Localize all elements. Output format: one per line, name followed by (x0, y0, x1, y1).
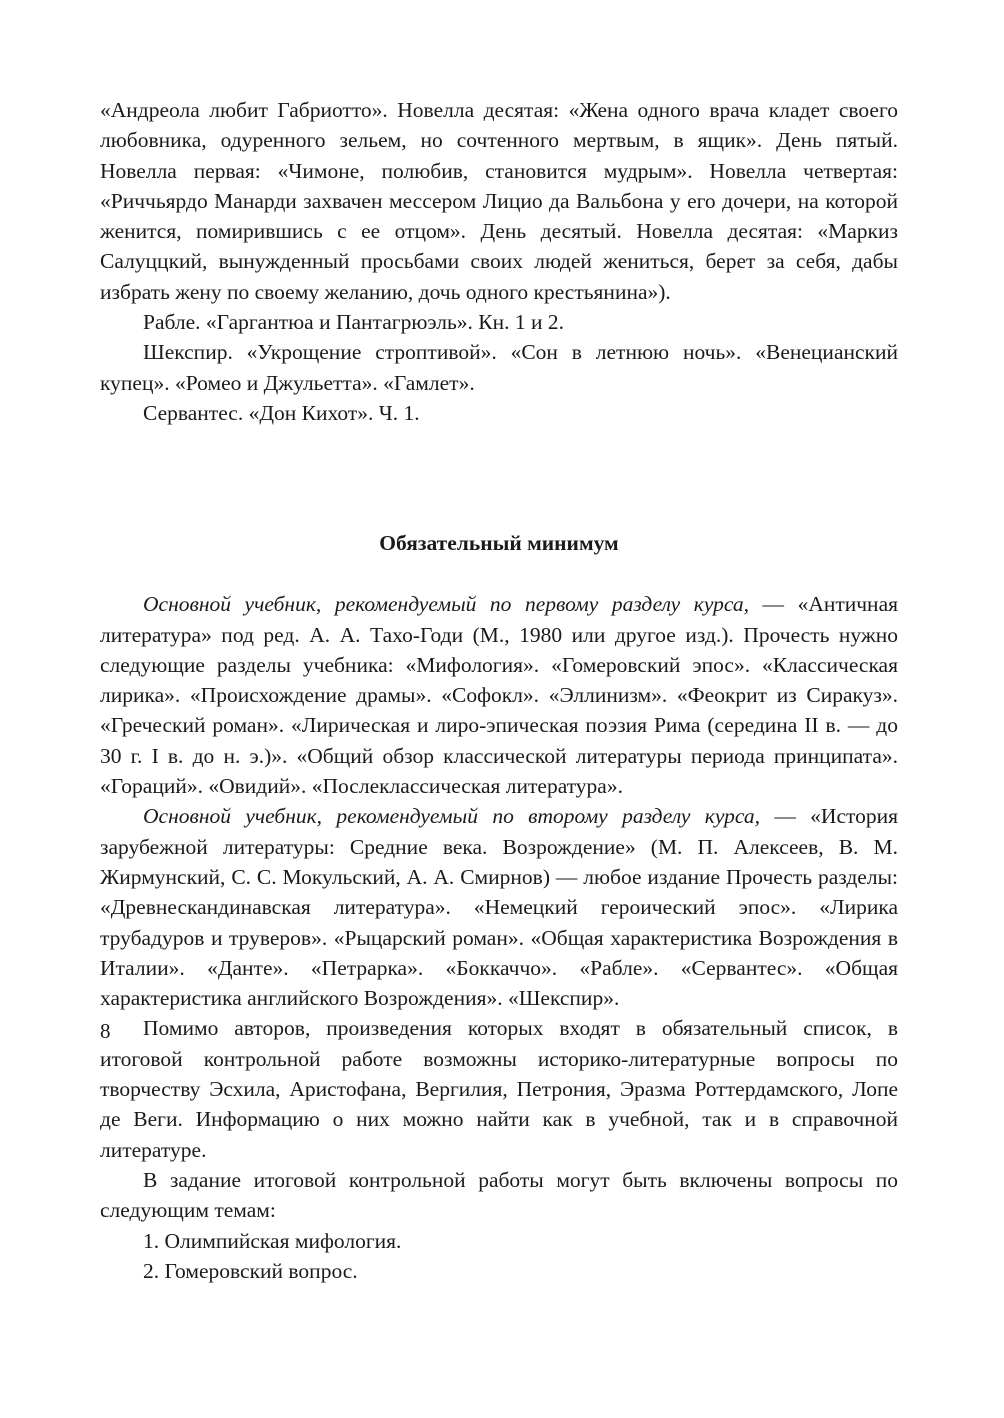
page-body (100, 95, 898, 1286)
paragraph-lead-italic: Основной учебник, рекомендуемый по второму разделу курса, (143, 804, 760, 829)
topic-list-item: 2. Гомеровский вопрос. (143, 1258, 358, 1283)
section-heading: Обязательный минимум (379, 531, 619, 556)
paragraph-shakespeare: Шекспир. «Укрощение строптивой». «Сон в летнюю ночь». «Венецианский купец». «Ромео и Джульетта». «Гамлет». (100, 340, 898, 395)
paragraph-rabelais: Рабле. «Гаргантюа и Пантагрюэль». Кн. 1 и 2. (143, 310, 564, 335)
section-spacer (100, 428, 898, 528)
paragraph-textbook-part-two (100, 801, 898, 1013)
paragraph-lead-italic: Основной учебник, рекомендуемый по первому разделу курса, (143, 592, 749, 617)
topic-list-item: 1. Олимпийская мифология. (143, 1228, 402, 1253)
paragraph-body-text: — «История зарубежной литературы: Средние века. Возрождение» (М. П. Алексеев, В. М. Жирмунский, С. С. Мокульский, А. А. Смирнов) — любое издание Прочесть разделы: «Древнескандинавская литература». «Немецкий героический эпос». «Лирика трубадуров и труверов». «Рыцарский роман». «Общая характеристика Возрождения в Италии». «Данте». «Петрарка». «Боккаччо». «Рабле». «Сервантес». «Общая характеристика английского Возрождения». «Шекспир». (100, 804, 899, 1011)
page-number: 8 (100, 1019, 111, 1043)
paragraph-textbook-part-one (100, 589, 898, 801)
paragraph-boccaccio-continuation: «Андреола любит Габриотто». Новелла десятая: «Жена одного врача кладет своего любовника, одуренного зельем, но сочтенного мертвым, в ящик». День пятый. Новелла первая: «Чимоне, полюбив, становится мудрым». Новелла четвертая: «Риччьярдо Манарди захвачен мессером Лицио да Вальбона у его дочери, на которой женится, помирившись с ее отцом». День десятый. Новелла десятая: «Маркиз Салуццкий, вынужденный просьбами своих людей жениться, берет за себя, дабы избрать жену по своему желанию, дочь одного крестьянина»). (100, 98, 898, 304)
heading-spacer (100, 558, 898, 589)
paragraph-body-text: — «Античная литература» под ред. А. А. Тахо-Годи (М., 1980 или другое изд.). Прочесть нужно следующие разделы учебника: «Мифология». «Гомеровский эпос». «Классическая лирика». «Происхождение драмы». «Софокл». «Эллинизм». «Феокрит из Сиракуз». «Греческий роман». «Лирическая и лиро-эпическая поэзия Рима (середина II в. — до 30 г. I в. до н. э.)». «Общий обзор классической литературы периода принципата». «Гораций». «Овидий». «Послеклассическая литература». (100, 592, 898, 799)
paragraph-cervantes: Сервантес. «Дон Кихот». Ч. 1. (143, 400, 420, 425)
paragraph-exam-topics-intro: В задание итоговой контрольной работы могут быть включены вопросы по следующим темам: (100, 1167, 898, 1223)
paragraph-additional-authors: Помимо авторов, произведения которых входят в обязательный список, в итоговой контрольной работе возможны историко-литературные вопросы по творчеству Эсхила, Аристофана, Вергилия, Петрония, Эразма Роттердамского, Лопе де Веги. Информацию о них можно найти как в учебной, так и в справочной литературе. (100, 1016, 898, 1162)
